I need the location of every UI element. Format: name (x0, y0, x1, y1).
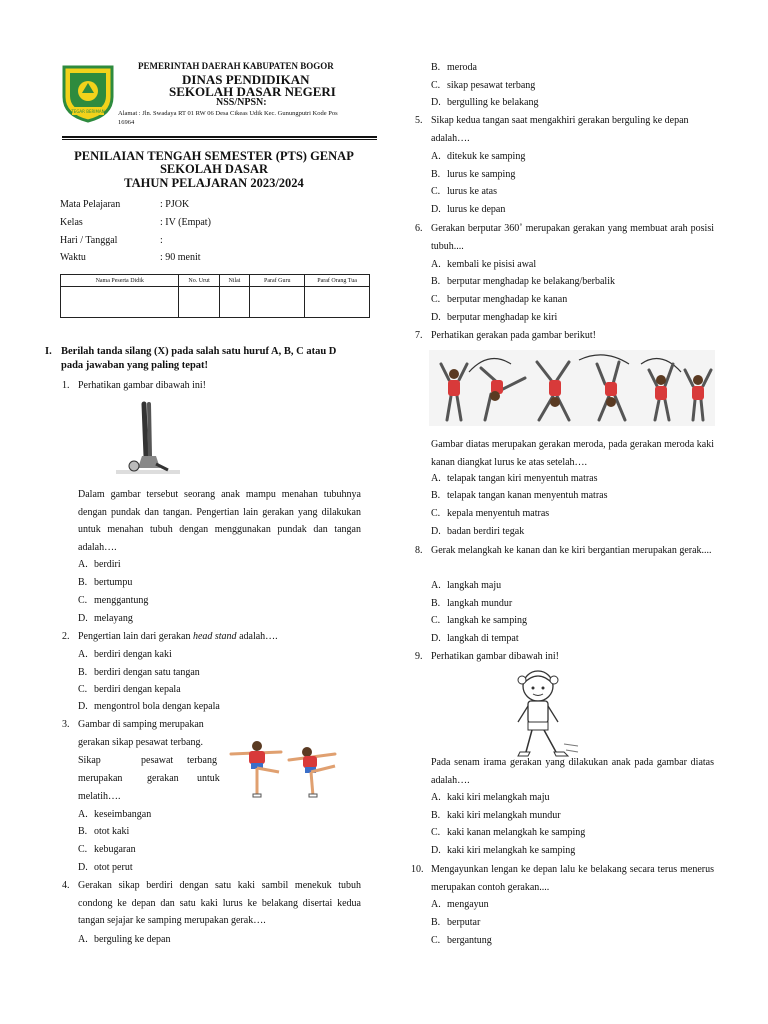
answer-option[interactable]: A. ditekuk ke samping (431, 151, 526, 162)
question-line: untuk (197, 773, 220, 784)
exam-title-3: TAHUN PELAJARAN 2023/2024 (124, 176, 304, 190)
question-number: 9. (415, 651, 423, 662)
table-header: Nama Peserta Didik (61, 275, 179, 287)
answer-option[interactable]: C. menggantung (78, 595, 149, 606)
question-number: 6. (415, 223, 423, 234)
answer-option[interactable]: A. kembali ke pisisi awal (431, 259, 537, 270)
answer-option[interactable]: D. lurus ke depan (431, 204, 506, 215)
answer-option[interactable]: A. telapak tangan kiri menyentuh matras (431, 473, 598, 484)
answer-option[interactable]: C. kebugaran (78, 844, 136, 855)
answer-option[interactable]: D. mengontrol bola dengan kepala (78, 701, 220, 712)
table-header: Nilai (219, 275, 250, 287)
score-cell[interactable] (219, 287, 250, 318)
school-logo (62, 63, 114, 123)
rhythmic-gymnastics-girl-illustration (498, 666, 584, 758)
table-header: Paraf Guru (250, 275, 305, 287)
answer-option[interactable]: C. berputar menghadap ke kanan (431, 294, 568, 305)
gov-name: PEMERINTAH DAERAH KABUPATEN BOGOR (138, 61, 334, 71)
question-text: Pada senam irama gerakan yang dilakukan anak pada gambar diatas adalah…. (431, 757, 714, 786)
question-prompt: Pengertian lain dari gerakan head stand adalah…. (78, 631, 278, 642)
question-number: 1. (62, 380, 70, 391)
student-signature-table (60, 274, 370, 318)
shoulder-stand-illustration (116, 398, 180, 478)
header-rule (62, 136, 377, 138)
answer-option[interactable]: C. sikap pesawat terbang (431, 80, 536, 91)
answer-option[interactable]: B. berputar menghadap ke belakang/berbalik (431, 276, 615, 287)
question-prompt: Perhatikan gerakan pada gambar berikut! (431, 330, 596, 341)
answer-option[interactable]: C. lurus ke atas (431, 186, 497, 197)
question-line: melatih…. (78, 791, 121, 802)
question-line: adalah…. (431, 133, 470, 144)
question-number: 5. (415, 115, 423, 126)
table-header: No. Urut (179, 275, 219, 287)
answer-option[interactable]: A. berdiri dengan kaki (78, 649, 172, 660)
question-number: 2. (62, 631, 70, 642)
address: Alamat : Jln. Swadaya RT 01 RW 06 Desa Cikeas Udik Kec. Gunungputri Kode Pos 16964 (118, 110, 338, 126)
answer-option[interactable]: C. kepala menyentuh matras (431, 508, 550, 519)
info-value: : 90 menit (160, 252, 201, 263)
answer-option[interactable]: A. berguling ke depan (78, 934, 171, 945)
question-number: 8. (415, 545, 423, 556)
answer-option[interactable]: B. otot kaki (78, 826, 130, 837)
question-line: gerakan sikap pesawat terbang. (78, 737, 203, 748)
airplane-pose-illustration (229, 738, 341, 802)
question-text: Gambar diatas merupakan gerakan meroda, pada gerakan meroda kaki kanan diangkat lurus ke atas setelah…. (431, 439, 714, 468)
answer-option[interactable]: B. telapak tangan kanan menyentuh matras (431, 490, 608, 501)
info-value: : IV (Empat) (160, 217, 211, 228)
answer-option[interactable]: D. badan berdiri tegak (431, 526, 525, 537)
info-label: Mata Pelajaran (60, 199, 121, 210)
table-header: Paraf Orang Tua (305, 275, 370, 287)
answer-option[interactable]: D. kaki kiri melangkah ke samping (431, 845, 576, 856)
section-instruction-2: pada jawaban yang paling tepat! (61, 360, 209, 371)
answer-option[interactable]: A. keseimbangan (78, 809, 152, 820)
answer-option[interactable]: A. kaki kiri melangkah maju (431, 792, 550, 803)
answer-option[interactable]: B. langkah mundur (431, 598, 513, 609)
answer-option[interactable]: A. mengayun (431, 899, 489, 910)
question-number: 7. (415, 330, 423, 341)
question-text: Gerak melangkah ke kanan dan ke kiri bergantian merupakan gerak.... (431, 545, 712, 556)
answer-option[interactable]: B. bertumpu (78, 577, 133, 588)
answer-option[interactable]: C. kaki kanan melangkah ke samping (431, 827, 586, 838)
question-line: terbang (187, 755, 217, 766)
answer-option[interactable]: A. berdiri (78, 559, 121, 570)
answer-option[interactable]: C. langkah ke samping (431, 615, 527, 626)
info-label: Kelas (60, 217, 83, 228)
question-line: Gambar di samping merupakan (78, 719, 204, 730)
answer-option[interactable]: D. bergulling ke belakang (431, 97, 539, 108)
question-line: Sikap kedua tangan saat mengakhiri gerakan berguling ke depan (431, 115, 689, 126)
info-value: : (160, 235, 163, 246)
question-prompt: Perhatikan gambar dibawah ini! (431, 651, 560, 662)
answer-option[interactable]: C. bergantung (431, 935, 492, 946)
answer-option[interactable]: D. langkah di tempat (431, 633, 519, 644)
answer-option[interactable]: B. meroda (431, 62, 477, 73)
answer-option[interactable]: B. kaki kiri melangkah mundur (431, 810, 561, 821)
order-number-cell[interactable] (179, 287, 219, 318)
exam-title-1: PENILAIAN TENGAH SEMESTER (PTS) GENAP (74, 149, 354, 163)
question-line: Sikap (78, 755, 101, 766)
question-prompt: Perhatikan gambar dibawah ini! (78, 380, 207, 391)
question-number: 10. (411, 864, 424, 875)
answer-option[interactable]: B. lurus ke samping (431, 169, 516, 180)
info-label: Waktu (60, 252, 86, 263)
question-text: Dalam gambar tersebut seorang anak mampu menahan tubuhnya dengan pundak dan tangan. Pengertian lain gerakan yang dilakukan untuk menahan tubuh dengan menggunakan pundak dan tangan adalah…. (78, 489, 361, 553)
question-text: Gerakan sikap berdiri dengan satu kaki sambil menekuk tubuh condong ke depan dan satu kaki lurus ke belakang disertai kedua tangan sejajar ke samping merupakan gerak…. (78, 880, 361, 927)
question-text: Mengayunkan lengan ke depan lalu ke belakang secara terus menerus merupakan contoh gerakan.... (431, 864, 714, 893)
teacher-sign-cell[interactable] (250, 287, 305, 318)
parent-sign-cell[interactable] (305, 287, 370, 318)
question-line: merupakan (78, 773, 123, 784)
answer-option[interactable]: D. berputar menghadap ke kiri (431, 312, 558, 323)
cartwheel-sequence-illustration (429, 350, 715, 426)
dept-name: DINAS PENDIDIKAN (182, 72, 310, 87)
info-label: Hari / Tanggal (60, 235, 118, 246)
logo-text: TEGAR BERIMAN (71, 109, 105, 114)
answer-option[interactable]: A. langkah maju (431, 580, 502, 591)
question-number: 4. (62, 880, 70, 891)
answer-option[interactable]: B. berdiri dengan satu tangan (78, 667, 200, 678)
answer-option[interactable]: D. melayang (78, 613, 133, 624)
school-name: SEKOLAH DASAR NEGERI (169, 84, 336, 99)
nss-npsn: NSS/NPSN: (216, 97, 267, 108)
section-instruction-1: Berilah tanda silang (X) pada salah satu huruf A, B, C atau D (61, 346, 337, 357)
question-line: gerakan (147, 773, 179, 784)
answer-option[interactable]: C. berdiri dengan kepala (78, 684, 181, 695)
header-rule-thin (62, 139, 377, 140)
info-value: : PJOK (160, 199, 190, 210)
question-line: pesawat (141, 755, 174, 766)
question-text: Gerakan berputar 360˚ merupakan gerakan yang membuat arah posisi tubuh.... (431, 223, 714, 252)
answer-option[interactable]: B. berputar (431, 917, 481, 928)
section-number: I. (45, 346, 52, 357)
question-number: 3. (62, 719, 70, 730)
student-name-cell[interactable] (61, 287, 179, 318)
answer-option[interactable]: D. otot perut (78, 862, 133, 873)
exam-title-2: SEKOLAH DASAR (159, 162, 268, 176)
